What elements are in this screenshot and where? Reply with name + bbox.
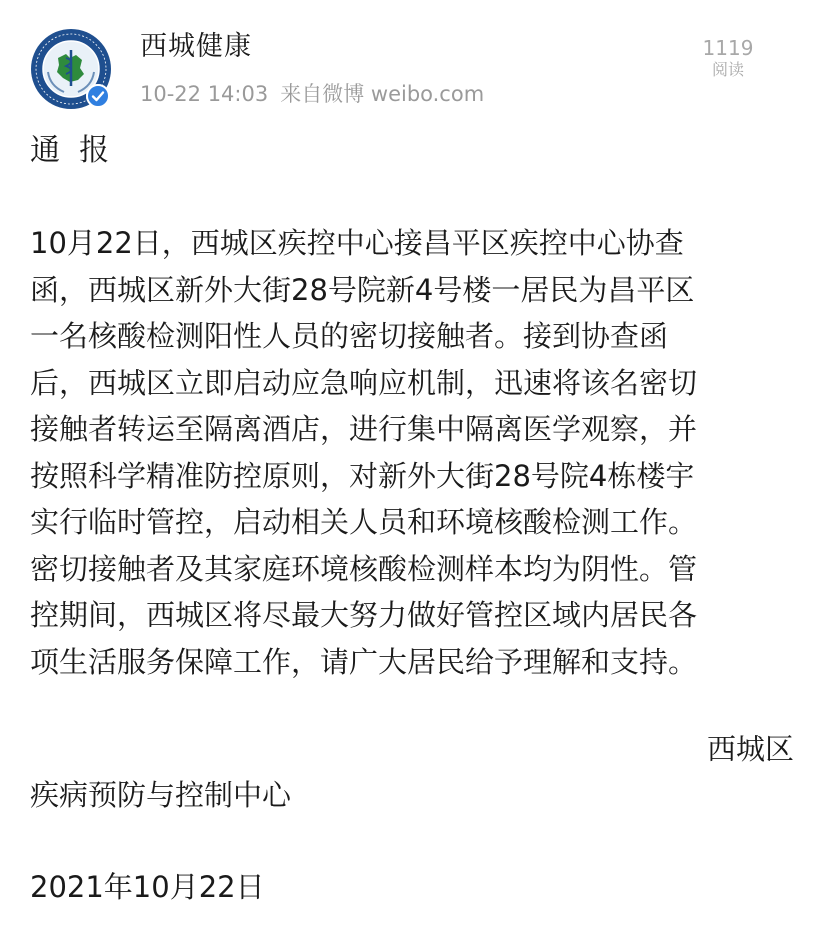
- signature-organization: 疾病预防与控制中心: [30, 778, 292, 812]
- notice-line: 10月22日，西城区疾控中心接昌平区疾控中心协查: [30, 226, 684, 260]
- notice-line: 后，西城区立即启动应急响应机制，迅速将该名密切: [30, 365, 698, 400]
- notice-body: [30, 220, 800, 685]
- signature-district: 西城区: [706, 732, 794, 766]
- read-count-number: 1119: [702, 36, 754, 60]
- notice-line: 接触者转运至隔离酒店，进行集中隔离医学观察，并: [30, 412, 698, 446]
- post-timestamp: 10-22 14:03: [140, 82, 269, 106]
- notice-line: 密切接触者及其家庭环境核酸检测样本均为阴性。管: [30, 551, 698, 586]
- notice-line: 项生活服务保障工作，请广大居民给予理解和支持。: [30, 644, 698, 679]
- post-header: [0, 0, 828, 118]
- notice-line: 函，西城区新外大街28号院新4号楼一居民为昌平区: [30, 272, 695, 307]
- read-count-label: 阅读: [711, 60, 744, 79]
- notice-line: 实行临时管控，启动相关人员和环境核酸检测工作。: [30, 505, 698, 539]
- read-count: [698, 36, 758, 80]
- post-meta: [140, 80, 496, 108]
- verified-badge-icon: [86, 84, 110, 108]
- notice-line: 按照科学精准防控原则，对新外大街28号院4栋楼宇: [30, 458, 695, 493]
- notice-title: 通 报: [30, 133, 110, 168]
- notice-line: 一名核酸检测阳性人员的密切接触者。接到协查函: [30, 319, 669, 353]
- notice-date: 2021年10月22日: [30, 870, 265, 904]
- post-source[interactable]: 来自微博 weibo.com: [280, 82, 485, 106]
- author-name[interactable]: 西城健康: [140, 31, 252, 62]
- notice-line: 控期间，西城区将尽最大努力做好管控区域内居民各: [30, 598, 698, 632]
